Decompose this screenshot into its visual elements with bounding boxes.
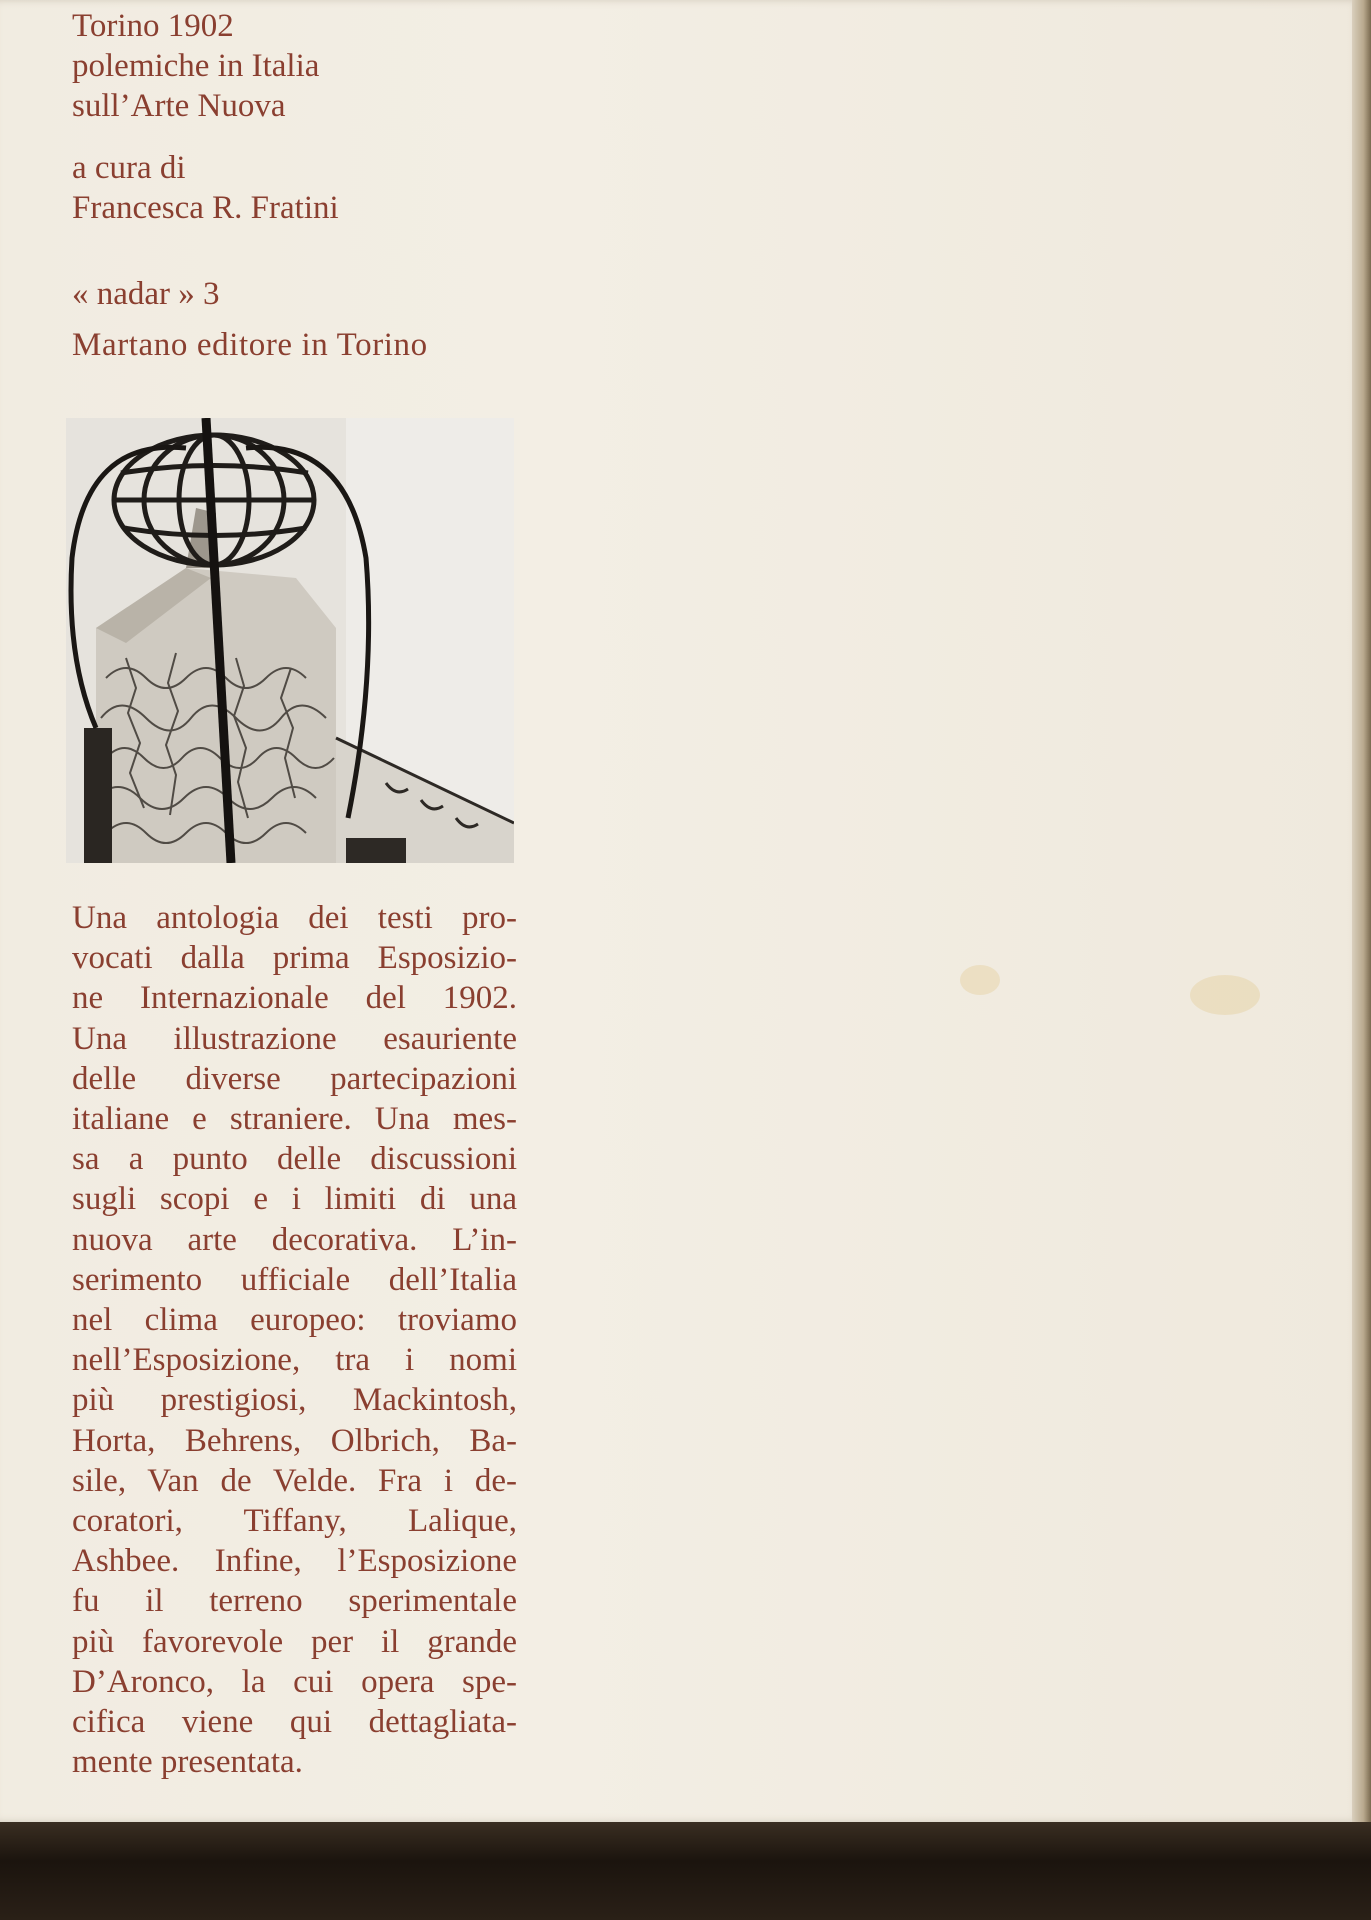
paper-stain — [960, 965, 1000, 995]
blurb-line: Una antologia dei testi pro- — [72, 900, 517, 936]
title-line: polemiche in Italia — [72, 48, 320, 84]
blurb-line: Horta, Behrens, Olbrich, Ba- — [72, 1422, 517, 1459]
curator-line: a cura di — [72, 150, 186, 186]
blurb-line: serimento ufficiale dell’Italia — [72, 1261, 517, 1298]
blurb-line: più favorevole per il grande — [72, 1623, 517, 1660]
blurb-line: cifica viene qui dettagliata- — [72, 1704, 517, 1741]
page-edge — [1352, 0, 1371, 1830]
table-surface — [0, 1822, 1371, 1920]
blurb-line: Una illustrazione esauriente — [72, 1020, 517, 1057]
blurb-line: vocati dalla prima Esposizio- — [72, 940, 517, 977]
architecture-photo-illustration — [66, 418, 514, 863]
title-line: Torino 1902 — [72, 8, 234, 44]
series-label: « nadar » 3 — [72, 276, 220, 312]
blurb-line: sugli scopi e i limiti di una — [72, 1181, 517, 1218]
blurb-line: D’Aronco, la cui opera spe- — [72, 1663, 517, 1700]
blurb-line: coratori, Tiffany, Lalique, — [72, 1503, 517, 1540]
blurb-line: più prestigiosi, Mackintosh, — [72, 1382, 517, 1419]
paper-stain — [1190, 975, 1260, 1015]
blurb-text — [72, 898, 517, 1782]
curator-line: Francesca R. Fratini — [72, 190, 339, 226]
blurb-line: delle diverse partecipazioni — [72, 1060, 517, 1097]
blurb-line: sile, Van de Velde. Fra i de- — [72, 1462, 517, 1499]
blurb-line: italiane e straniere. Una mes- — [72, 1101, 517, 1138]
blurb-line: nell’Esposizione, tra i nomi — [72, 1342, 517, 1379]
blurb-line: nel clima europeo: troviamo — [72, 1302, 517, 1339]
publisher-label: Martano editore in Torino — [72, 327, 428, 363]
book-title — [72, 6, 319, 126]
blurb-line: fu il terreno sperimentale — [72, 1583, 517, 1620]
title-line: sull’Arte Nuova — [72, 88, 286, 124]
blurb-line: sa a punto delle discussioni — [72, 1141, 517, 1178]
blurb-line: ne Internazionale del 1902. — [72, 980, 517, 1017]
curator-credit — [72, 148, 339, 228]
cover-photo — [66, 418, 514, 863]
blurb-line: nuova arte decorativa. L’in- — [72, 1221, 517, 1258]
blurb-line: mente presentata. — [72, 1744, 303, 1781]
blurb-line: Ashbee. Infine, l’Esposizione — [72, 1543, 517, 1580]
